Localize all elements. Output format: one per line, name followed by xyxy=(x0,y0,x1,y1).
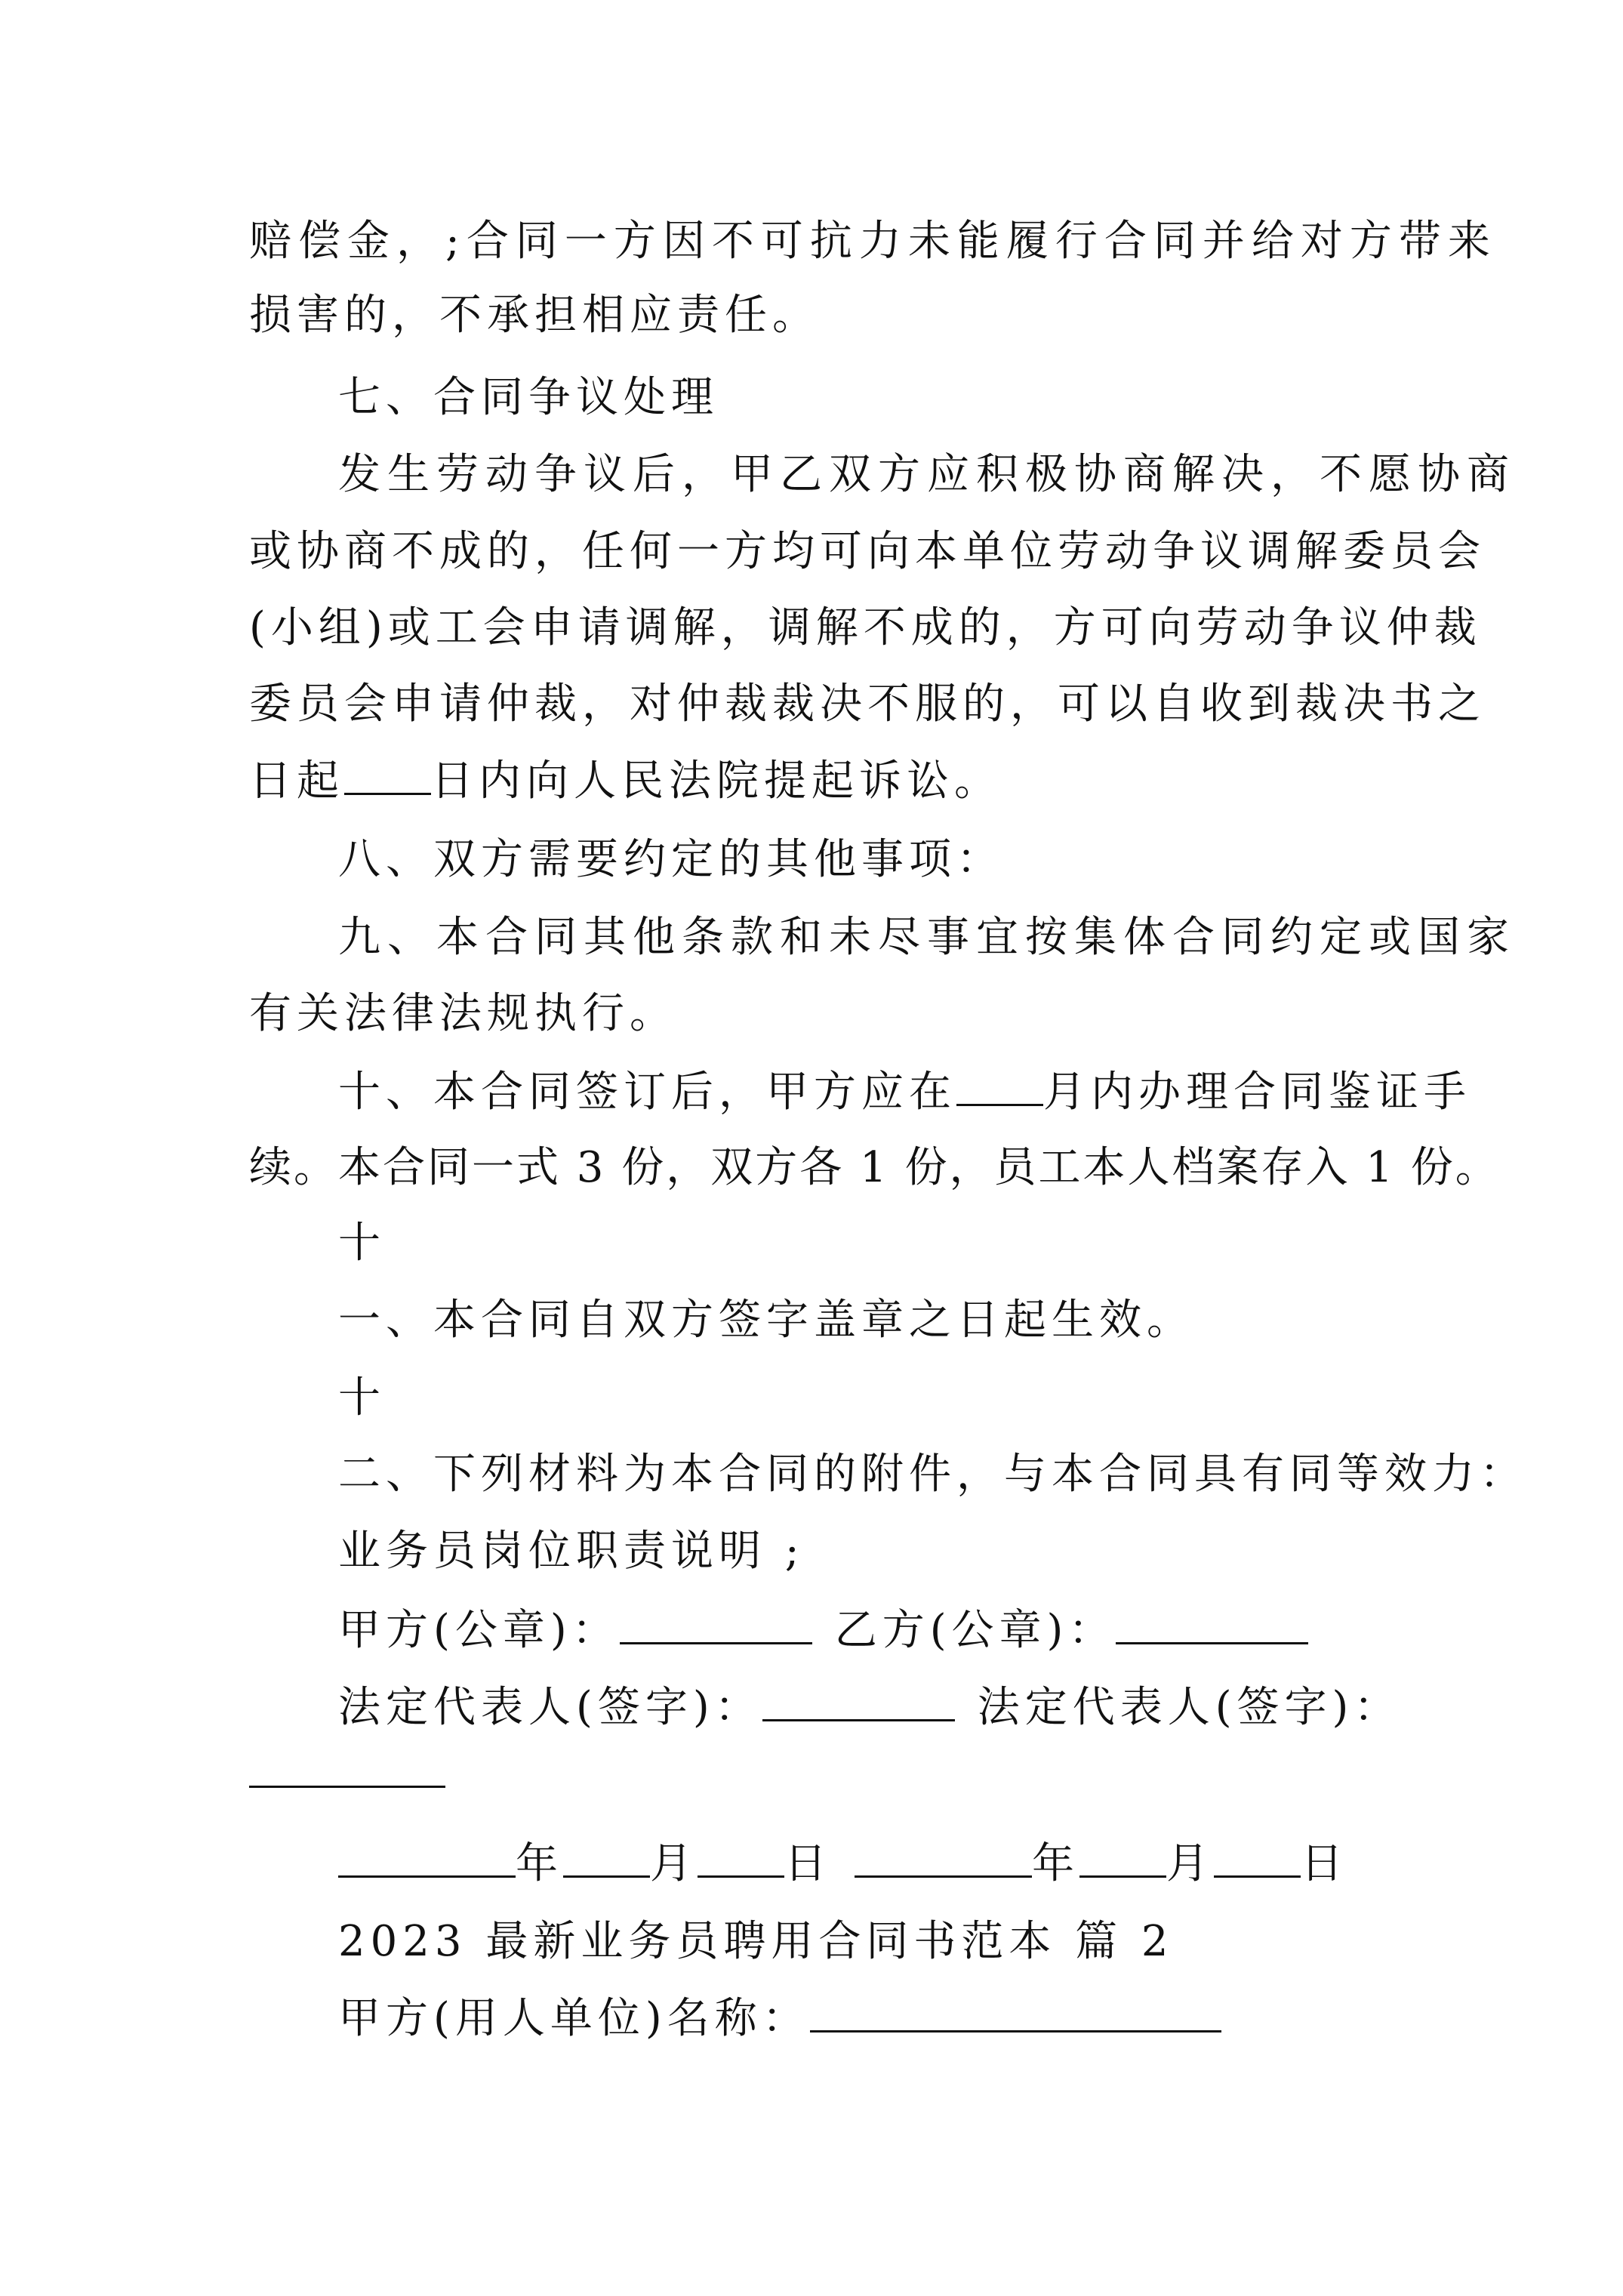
month-a-blank xyxy=(563,1836,650,1878)
paragraph-line: 发生劳动争议后，甲乙双方应积极协商解决，不愿协商 xyxy=(338,450,1516,499)
employer-name-label: 甲方(用人单位)名称： xyxy=(338,1994,810,2043)
party-b-seal-label: 乙方(公章)： xyxy=(834,1606,1116,1655)
paragraph-line: 委员会申请仲裁，对仲裁裁决不服的，可以自收到裁决书之 xyxy=(249,680,1486,729)
day-a-label: 日 xyxy=(784,1839,832,1888)
article10-prefix: 十、本合同签订后，甲方应在 xyxy=(338,1068,956,1117)
day-b-label: 日 xyxy=(1301,1839,1348,1888)
paragraph-line: 二、下列材料为本合同的附件，与本合同具有同等效力： xyxy=(338,1450,1527,1499)
paragraph-line: 损害的，不承担相应责任。 xyxy=(249,291,820,340)
month-b-label: 月 xyxy=(1166,1839,1214,1888)
party-a-seal-label: 甲方(公章)： xyxy=(338,1606,620,1655)
paragraph-line-with-blank xyxy=(338,1065,1471,1119)
paragraph-line: 九、本合同其他条款和未尽事宜按集体合同约定或国家 xyxy=(338,913,1516,962)
year-b-label: 年 xyxy=(1032,1839,1079,1888)
section-heading: 八、双方需要约定的其他事项： xyxy=(338,835,1004,884)
paragraph-line: (小组)或工会申请调解，调解不成的，方可向劳动争议仲裁 xyxy=(249,603,1482,652)
rep-b-label: 法定代表人(签字)： xyxy=(977,1683,1402,1732)
month-a-label: 月 xyxy=(650,1839,698,1888)
day-b-blank xyxy=(1214,1836,1301,1878)
seal-row xyxy=(338,1603,1471,1657)
date-clause-prefix: 日起 xyxy=(249,757,344,806)
date-clause-suffix: 日内向人民法院提起诉讼。 xyxy=(431,757,1002,806)
paragraph-line: 或协商不成的，任何一方均可向本单位劳动争议调解委员会 xyxy=(249,527,1486,576)
rep-b-signature-blank xyxy=(249,1786,445,1788)
paragraph-line-with-blank xyxy=(249,754,1381,808)
section-heading: 七、合同争议处理 xyxy=(338,373,719,422)
rep-a-blank xyxy=(762,1680,955,1721)
paragraph-line: 业务员岗位职责说明 ; xyxy=(338,1527,805,1576)
paragraph-line: 有关法律法规执行。 xyxy=(249,989,677,1038)
employer-name-blank xyxy=(810,1991,1221,2032)
section-number: 十 xyxy=(338,1219,386,1268)
month-b-blank xyxy=(1079,1836,1166,1878)
year-a-blank xyxy=(338,1836,516,1878)
rep-a-label: 法定代表人(签字)： xyxy=(338,1683,762,1732)
section-number: 十 xyxy=(338,1373,386,1422)
article10-suffix: 月内办理合同鉴证手 xyxy=(1043,1068,1471,1117)
day-a-blank xyxy=(698,1836,784,1878)
representative-row xyxy=(338,1680,1471,1734)
section-title: 2023 最新业务员聘用合同书范本 篇 2 xyxy=(338,1917,1174,1966)
party-b-seal-blank xyxy=(1116,1603,1308,1644)
date-row xyxy=(338,1836,1471,1891)
paragraph-line: 一、本合同自双方签字盖章之日起生效。 xyxy=(338,1296,1194,1345)
paragraph-line: 赔偿金，;合同一方因不可抗力未能履行合同并给对方带来 xyxy=(249,217,1497,266)
blank-months xyxy=(956,1065,1043,1106)
year-a-label: 年 xyxy=(516,1839,563,1888)
blank-days xyxy=(344,754,431,795)
year-b-blank xyxy=(855,1836,1032,1878)
paragraph-line: 续。本合同一式 3 份，双方各 1 份，员工本人档案存入 1 份。 xyxy=(249,1143,1500,1192)
employer-name-row xyxy=(338,1991,1471,2045)
party-a-seal-blank xyxy=(620,1603,812,1644)
